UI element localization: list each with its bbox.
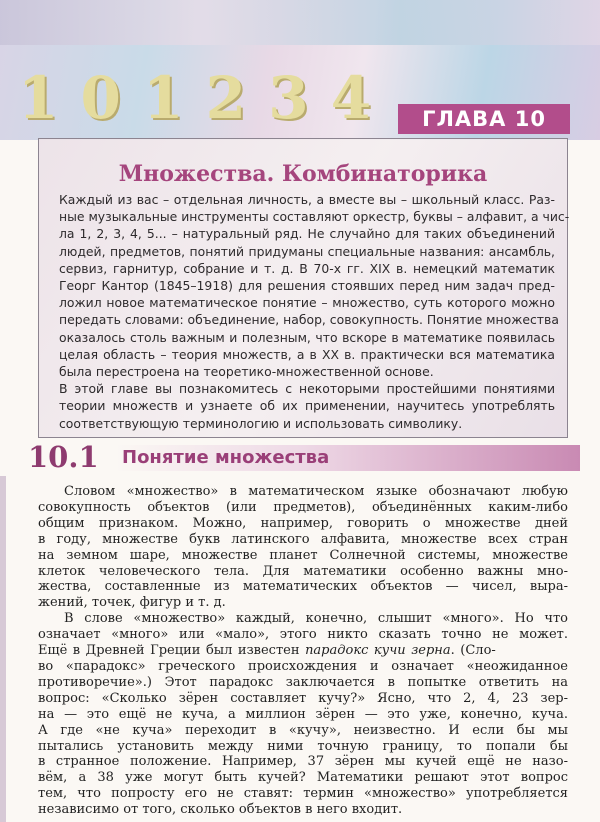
body-line xyxy=(38,643,568,659)
body-line: в странное положение. Например, 37 зёрен мы кучей ещё не назо- xyxy=(38,754,568,770)
chapter-label: ГЛАВА 10 xyxy=(398,104,570,134)
body-line: независимо от того, сколько объектов в него входит. xyxy=(38,802,403,818)
body-text: . (Сло- xyxy=(450,643,496,659)
body-line: противоречие».) Этот парадокс заключается в попытке ответить на xyxy=(38,674,568,690)
body-line: Словом «множество» в математическом языке обозначают любую xyxy=(64,484,568,499)
intro-line: соответствующую терминологию и использовать символику. xyxy=(59,415,463,431)
intro-line: ла 1, 2, 3, 4, 5... – натуральный ряд. Не случайно для таких объединений xyxy=(59,226,555,242)
intro-line: теории множеств и узнаете об их применении, научитесь употреблять xyxy=(59,398,555,414)
intro-text xyxy=(59,191,570,432)
intro-line: ложил новое математическое понятие – множество, суть которого можно xyxy=(59,295,555,311)
body-line: А где «не куча» переходит в «кучу», неизвестно. И если бы мы xyxy=(38,722,568,738)
body-line: на — это ещё не куча, а миллион зёрен — это уже, конечно, куча. xyxy=(38,706,568,722)
chapter-intro-box xyxy=(38,138,568,438)
banner-digits: 1 0 1 2 3 4 xyxy=(18,64,372,132)
intro-line: сервиз, гарнитур, собрание и т. д. В 70-х гг. XIX в. немецкий математик xyxy=(59,260,555,276)
body-line: клеток человеческого тела. Для математики особенно важны мно- xyxy=(38,563,568,579)
section-number: 10.1 xyxy=(28,440,99,474)
body-line: совокупность объектов (или предметов), объединённых каким-либо xyxy=(38,499,568,515)
intro-line: целая область – теория множеств, а в XX в. практически вся математика xyxy=(59,346,555,362)
body-line: вём, а 38 уже могут быть кучей? Математики решают этот вопрос xyxy=(38,770,568,786)
body-line: тем, что попросту его не ставят: термин «множество» употребляется xyxy=(38,786,568,802)
intro-line: оказалось столь важным и полезным, что вскоре в математике появилась xyxy=(59,329,555,345)
section-title: Понятие множества xyxy=(122,447,330,468)
body-line: в году, множестве букв латинского алфавита, множестве всех стран xyxy=(38,531,568,547)
chapter-banner xyxy=(0,0,600,140)
body-line: вопрос: «Сколько зёрен составляет кучу?» Ясно, что 2, 4, 23 зер- xyxy=(38,690,568,706)
body-line: пытались установить между ними точную границу, то попали бы xyxy=(38,738,568,754)
intro-line: Георг Кантор (1845–1918) для решения стоявших перед ним задач пред- xyxy=(59,278,555,294)
body-text: Ещё в Древней Греции был известен xyxy=(38,643,306,659)
term-emphasis: парадокс кучи зерна xyxy=(305,643,451,659)
page-margin-bar xyxy=(0,476,6,822)
intro-line: людей, предметов, понятий придуманы специальные названия: ансамбль, xyxy=(59,243,555,259)
intro-line: была перестроена на теоретико-множественной основе. xyxy=(59,364,434,380)
body-line: на земном шаре, множестве планет Солнечной системы, множестве xyxy=(38,547,568,563)
body-line: общим признаком. Можно, например, говорить о множестве дней xyxy=(38,515,568,531)
body-line: жества, составленные из математических объектов — чисел, выра- xyxy=(38,579,568,595)
body-line: В слове «множество» каждый, конечно, слышит «много». Но что xyxy=(64,611,568,627)
intro-line: В этой главе вы познакомитесь с некоторыми простейшими понятиями xyxy=(59,381,555,397)
section-body-text xyxy=(38,484,568,818)
intro-line: Каждый из вас – отдельная личность, а вместе вы – школьный класс. Раз- xyxy=(59,192,555,207)
body-line: означает «много» или «мало», этого никто сказать точно не может. xyxy=(38,627,568,643)
body-line: во «парадокс» греческого происхождения и означает «неожиданное xyxy=(38,658,568,674)
intro-line: передать словами: объединение, набор, совокупность. Понятие множества xyxy=(59,312,559,328)
chapter-title: Множества. Комбинаторика xyxy=(118,161,488,187)
intro-line: ные музыкальные инструменты составляют оркестр, буквы – алфавит, а чис- xyxy=(59,209,570,225)
section-header xyxy=(28,440,588,476)
body-line: жений, точек, фигур и т. д. xyxy=(38,595,226,611)
